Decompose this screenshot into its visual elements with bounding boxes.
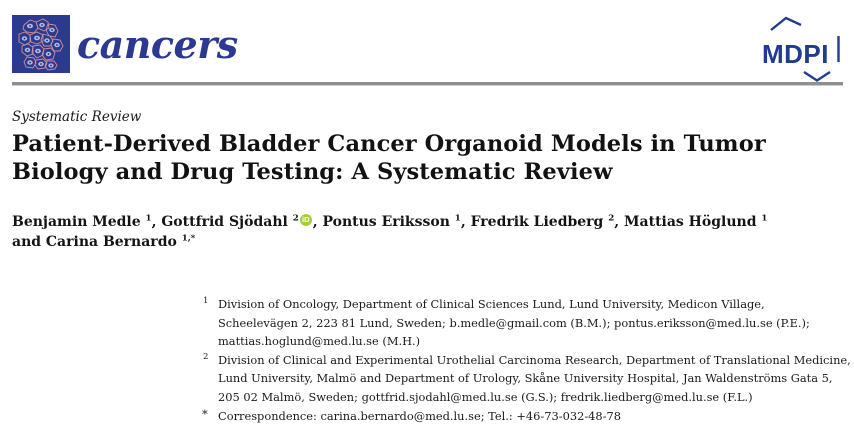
affiliation-line: mattias.hoglund@med.lu.se (M.H.) [218,334,421,349]
affiliation-reference-superscript: 2 [292,213,299,224]
affiliation-line: Division of Oncology, Department of Clinical Sciences Lund, Lund University, Medicon Village, [218,297,765,311]
article-title-line-1: Patient-Derived Bladder Cancer Organoid Models in Tumor [12,131,766,157]
affiliation-line: Scheelevägen 2, 223 81 Lund, Sweden; b.medle@gmail.com (B.M.); pontus.eriksson@med.lu.se (P.E.); [218,315,810,330]
affiliation-line: Division of Clinical and Experimental Urothelial Carcinoma Research, Department of Translational Medicine, [218,352,851,367]
affiliation-reference-superscript: 1 [761,213,768,224]
affiliation-item [203,351,851,407]
affiliation-marker: 1 [203,296,209,306]
affiliation-reference-superscript: 1,* [181,233,196,244]
affiliation-line: Correspondence: carina.bernardo@med.lu.se; Tel.: +46-73-032-48-78 [218,408,622,423]
affiliation-line: Lund University, Malmö and Department of Urology, Skåne University Hospital, Jan Waldenströms Gata 5, [218,371,833,386]
article-title-line-2: Biology and Drug Testing: A Systematic Review [12,159,613,185]
affiliations-list [202,295,851,425]
mdpi-wordmark: MDPI [762,39,829,69]
affiliation-marker: 2 [203,351,209,362]
orcid-icon[interactable]: iD [300,214,312,226]
cancers-journal-logo-icon [12,15,70,73]
author-line: and Carina Bernardo $^{1,*}$ [12,233,196,250]
author-line: Benjamin Medle $^1$, Gottfrid Sjödahl $^2$ iD , Pontus Eriksson $^1$, Fredrik Liedberg $^2$, Mattias Höglund $^1$ [12,213,768,230]
affiliation-reference-superscript: 1 [454,213,461,224]
affiliation-line: 205 02 Malmö, Sweden; gottfrid.sjodahl@med.lu.se (G.S.); fredrik.liedberg@med.lu.se (F.L.) [218,389,753,404]
header-divider-rule [12,82,843,86]
article-type-label: Systematic Review [12,109,142,125]
affiliation-reference-superscript: 2 [608,213,615,224]
affiliation-marker: * [202,406,208,421]
mdpi-logo [761,16,841,82]
affiliation-reference-superscript: 1 [145,213,152,224]
affiliation-item [202,406,848,426]
author-lines [12,212,842,252]
article-title [12,130,842,186]
journal-name: cancers [77,22,238,67]
affiliation-item [203,295,848,351]
